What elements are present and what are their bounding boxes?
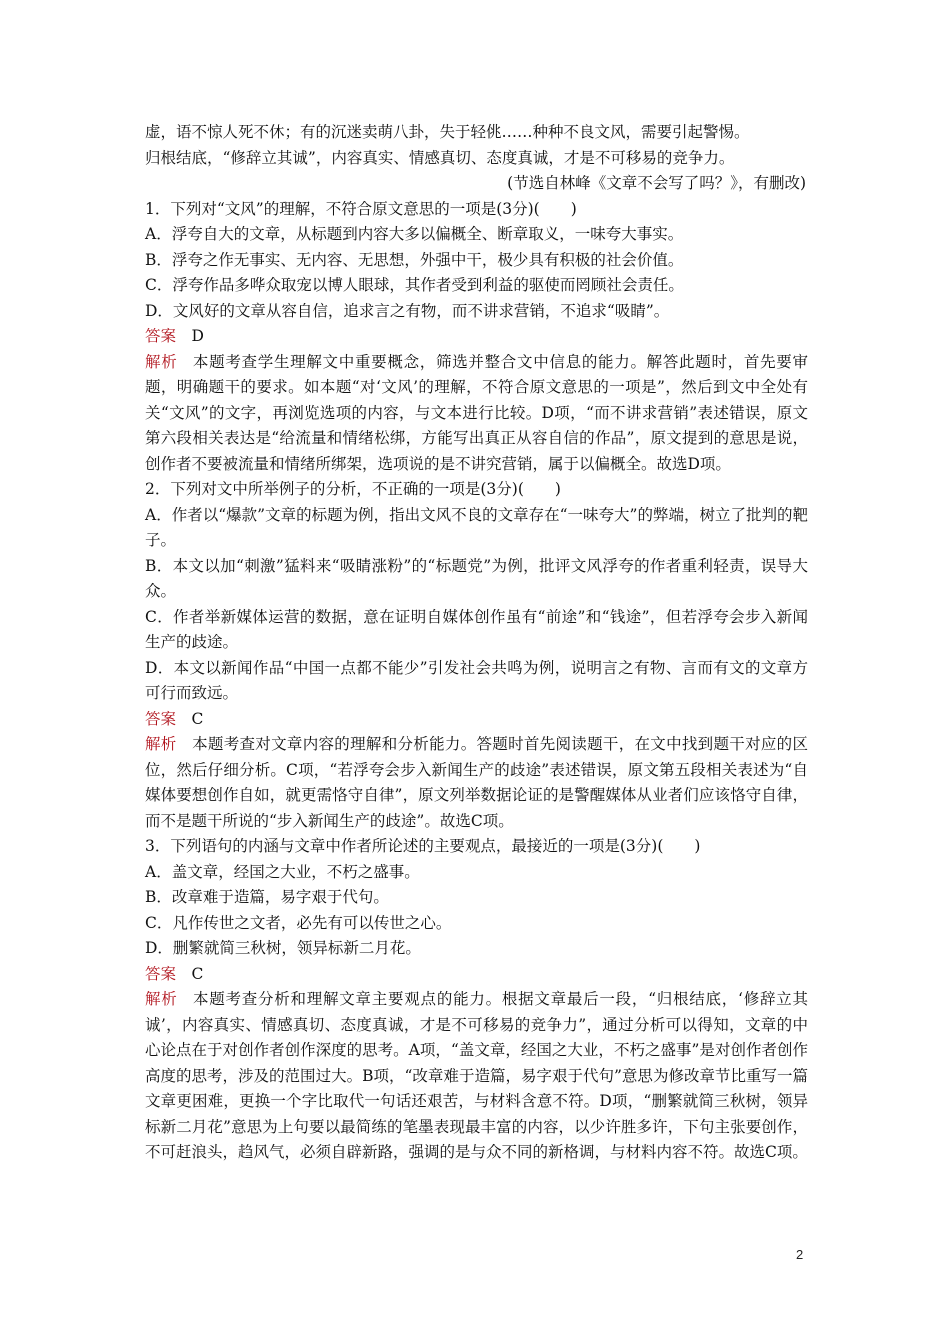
question-stem: 1．下列对“文风”的理解，不符合原文意思的一项是(3分)( ) xyxy=(145,199,577,218)
analysis-paragraph xyxy=(145,350,808,478)
question-option: D．本文以新闻作品“中国一点都不能少”引发社会共鸣为例，说明言之有物、言而有文的文章方可行而致远。 xyxy=(145,658,808,702)
analysis-text: 本题考查分析和理解文章主要观点的能力。根据文章最后一段，“归根结底，‘修辞立其诚’，内容真实、情感真切、态度真诚，才是不可移易的竞争力”，通过分析可以得知，文章的中心论点在于对创作者创作深度的思考。A项，“盖文章，经国之大业，不朽之盛事”是对创作者创作高度的思考，涉及的范围过大。B项，“改章难于造篇，易字艰于代句”意思为修改章节比重写一篇文章更困难，更换一个字比取代一句话还艰苦，与材料含意不符。D项，“删繁就简三秋树，领异标新二月花”意思为上句要以最简练的笔墨表现最丰富的内容，以少许胜多许，下句主张要创作，不可赶浪头，趋风气，必须自辟新路，强调的是与众不同的新格调，与材料内容不符。故选C项。 xyxy=(145,990,808,1161)
question-option: B．改章难于造篇，易字艰于代句。 xyxy=(145,888,389,906)
question-option: C．作者举新媒体运营的数据，意在证明自媒体创作虽有“前途”和“钱途”，但若浮夸会步入新闻生产的歧途。 xyxy=(145,607,808,651)
question-option: B．本文以加“刺激”猛料来“吸睛涨粉”的“标题党”为例，批评文风浮夸的作者重利轻责，误导大众。 xyxy=(145,556,808,600)
page-number: 2 xyxy=(796,1247,804,1262)
analysis-text: 本题考查学生理解文中重要概念，筛选并整合文中信息的能力。解答此题时，首先要审题，明确题干的要求。如本题“对‘文风’的理解，不符合原文意思的一项是”，然后到文中全处有关“文风”的文字，再浏览选项的内容，与文本进行比较。D项，“而不讲求营销”表述错误，原文第六段相关表达是“给流量和情绪松绑，方能写出真正从容自信的作品”，原文提到的意思是说，创作者不要被流量和情绪所绑架，选项说的是不讲究营销，属于以偏概全。故选D项。 xyxy=(145,352,808,473)
answer-label: 答案 xyxy=(145,709,177,728)
question-option: B．浮夸之作无事实、无内容、无思想，外强中干，极少具有积极的社会价值。 xyxy=(145,250,684,269)
answer-value: D xyxy=(191,327,204,345)
answer-line xyxy=(145,962,808,988)
question-option: D．文风好的文章从容自信，追求言之有物，而不讲求营销，不追求“吸睛”。 xyxy=(145,301,670,320)
question-option: A．盖文章，经国之大业，不朽之盛事。 xyxy=(145,862,420,881)
analysis-label: 解析 xyxy=(145,735,177,753)
document-body xyxy=(145,120,808,1166)
question-stem: 3．下列语句的内涵与文章中作者所论述的主要观点，最接近的一项是(3分)( ) xyxy=(145,837,701,855)
analysis-label: 解析 xyxy=(145,352,178,371)
passage-source: (节选自林峰《文章不会写了吗？》，有删改) xyxy=(507,174,806,192)
passage-line: 归根结底，“修辞立其诚”，内容真实、情感真切、态度真诚，才是不可移易的竞争力。 xyxy=(145,148,735,167)
question-option: D．删繁就简三秋树，领异标新二月花。 xyxy=(145,939,421,957)
question-stem: 2．下列对文中所举例子的分析，不正确的一项是(3分)( ) xyxy=(145,480,561,498)
answer-line xyxy=(145,324,808,350)
answer-label: 答案 xyxy=(145,964,177,983)
analysis-text: 本题考查对文章内容的理解和分析能力。答题时首先阅读题干，在文中找到题干对应的区位，然后仔细分析。C项，“若浮夸会步入新闻生产的歧途”表述错误，原文第五段相关表述为“自媒体要想创作自如，就更需恪守自律”，原文列举数据论证的是警醒媒体从业者们应该恪守自律，而不是题干所说的“步入新闻生产的歧途”。故选C项。 xyxy=(145,735,808,830)
question-option: C．浮夸作品多哗众取宠以博人眼球，其作者受到利益的驱使而罔顾社会责任。 xyxy=(145,276,684,294)
question-option: A．浮夸自大的文章，从标题到内容大多以偏概全、断章取义，一味夸大事实。 xyxy=(145,225,684,243)
question-block xyxy=(145,834,808,1166)
question-option: A．作者以“爆款”文章的标题为例，指出文风不良的文章存在“一味夸大”的弊端，树立了批判的靶子。 xyxy=(145,505,808,549)
analysis-paragraph xyxy=(145,732,808,834)
answer-label: 答案 xyxy=(145,327,177,345)
answer-line xyxy=(145,707,808,733)
answer-value: C xyxy=(191,709,204,728)
analysis-label: 解析 xyxy=(145,990,178,1008)
answer-value: C xyxy=(191,964,204,983)
question-option: C．凡作传世之文者，必先有可以传世之心。 xyxy=(145,913,452,932)
passage-line: 虚，语不惊人死不休；有的沉迷卖萌八卦，失于轻佻……种种不良文风，需要引起警惕。 xyxy=(145,123,750,141)
question-block xyxy=(145,197,808,478)
analysis-paragraph xyxy=(145,987,808,1166)
question-block xyxy=(145,477,808,834)
